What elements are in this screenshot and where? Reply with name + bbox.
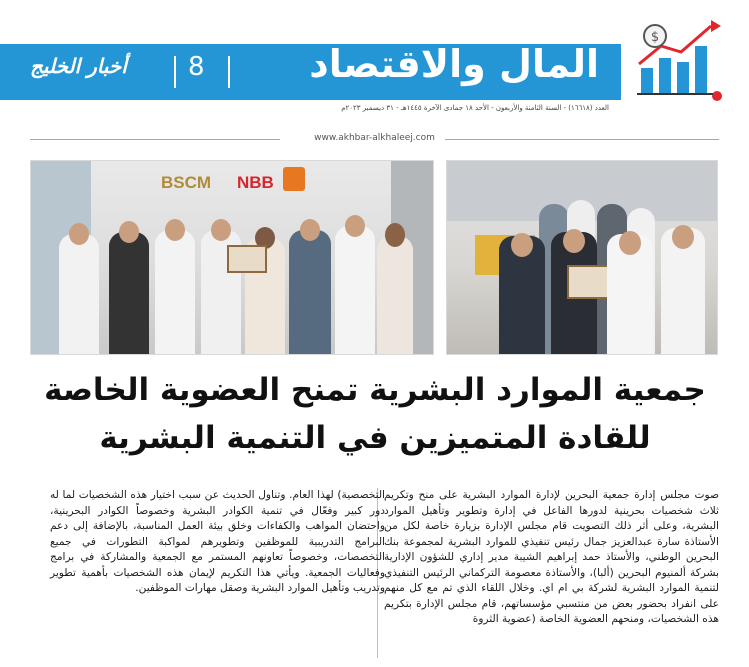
certificate bbox=[227, 245, 267, 273]
brand-logo-bscm: BSCM bbox=[161, 173, 212, 192]
brand-emblem bbox=[283, 167, 305, 191]
person-head bbox=[672, 225, 694, 249]
certificate bbox=[567, 265, 611, 299]
issue-line: العدد (١٦٦١٨) - السنة الثامنة والأربعون - الأحد ١٨ جمادى الآخرة ١٤٤٥هـ - ٣١ ديسمبر ٢٠٢٣م bbox=[341, 104, 609, 112]
person-head bbox=[511, 233, 533, 257]
person bbox=[155, 230, 195, 354]
photo-bscm-nbb-group bbox=[30, 160, 434, 355]
person bbox=[59, 234, 99, 354]
person bbox=[289, 230, 331, 354]
person-head bbox=[300, 219, 320, 241]
person-head bbox=[345, 215, 365, 237]
person-head bbox=[69, 223, 89, 245]
person-head bbox=[385, 223, 405, 247]
newspaper-logo: أخبار الخليج bbox=[30, 54, 127, 78]
person bbox=[377, 236, 413, 354]
brand-logo-nbb: NBB bbox=[237, 173, 274, 192]
photo-award-group bbox=[446, 160, 718, 355]
person bbox=[109, 232, 149, 354]
masthead bbox=[0, 0, 749, 118]
finance-chart-icon bbox=[633, 16, 731, 102]
article-column-left: التخصصية) لهذا العام. وتناول الحديث عن سبب اختيار هذه الشخصيات لما له دور كبير وفعّال في تنمية الكوادر البشرية وخصوصاً الكوادر البحرينية، واحتضان المواهب والكفاءات وخلق بيئة العمل المناسبة، بالإضافة إلى دعم البرامج التدريبية للموظفين وتطويرهم لمواكبة التطورات في جميع التخصصات، وخصوصاً تعاونهم المستمر مع الجمعية والمشاركة في برامج وفعاليات الجمعية. ويأتي هذا التكريم لإيمان هذه الشخصيات بأهمية تطوير وتدريب وتأهيل الموارد البشرية وصقل مهارات الموظفين. bbox=[50, 489, 385, 594]
divider bbox=[445, 139, 719, 140]
headline-line-2: للقادة المتميزين في التنمية البشرية bbox=[99, 420, 651, 456]
separator bbox=[228, 56, 230, 88]
person-head bbox=[619, 231, 641, 255]
person-head bbox=[563, 229, 585, 253]
svg-text:$: $ bbox=[650, 30, 660, 45]
separator bbox=[174, 56, 176, 88]
person-head bbox=[165, 219, 185, 241]
person-head bbox=[119, 221, 139, 243]
website-link[interactable]: www.akhbar-alkhaleej.com bbox=[314, 133, 435, 143]
person bbox=[335, 226, 375, 354]
article-column-right: صوت مجلس إدارة جمعية البحرين لإدارة الموارد البشرية على منح وتكريم ثلاث شخصيات بحرينية لدورها الفاعل في إدارة وتطوير وتأهيل الموارد البشرية، وعلى أثر ذلك التصويت قام مجلس الإدارة بزيارة خاصة لكل من الأستاذة سارة عبدالعزيز جمال رئيس تنفيذي للموارد البشرية لمجموعة بنك البحرين الوطني، والأستاذ حمد إبراهيم الشيبة مدير إداري للشؤون الإدارية بشركة ألمنيوم البحرين (ألبا)، والأستاذة معصومة التركماني الرئيس التنفيذي لتنمية الموارد البشرية لشركة بي ام اي. وخلال اللقاء الذي تم مع كل منهم على انفراد بحضور بعض من منتسبي مؤسساتهم، قام مجلس الإدارة بتكريم هذه الشخصيات، ومنحهم العضوية الخاصة (عضوية الثروة bbox=[384, 489, 719, 625]
person-head bbox=[211, 219, 231, 241]
page-number: 8 bbox=[188, 52, 205, 82]
headline-line-1: جمعية الموارد البشرية تمنح العضوية الخاصة bbox=[44, 372, 706, 408]
section-title: المال والاقتصاد bbox=[309, 42, 599, 86]
